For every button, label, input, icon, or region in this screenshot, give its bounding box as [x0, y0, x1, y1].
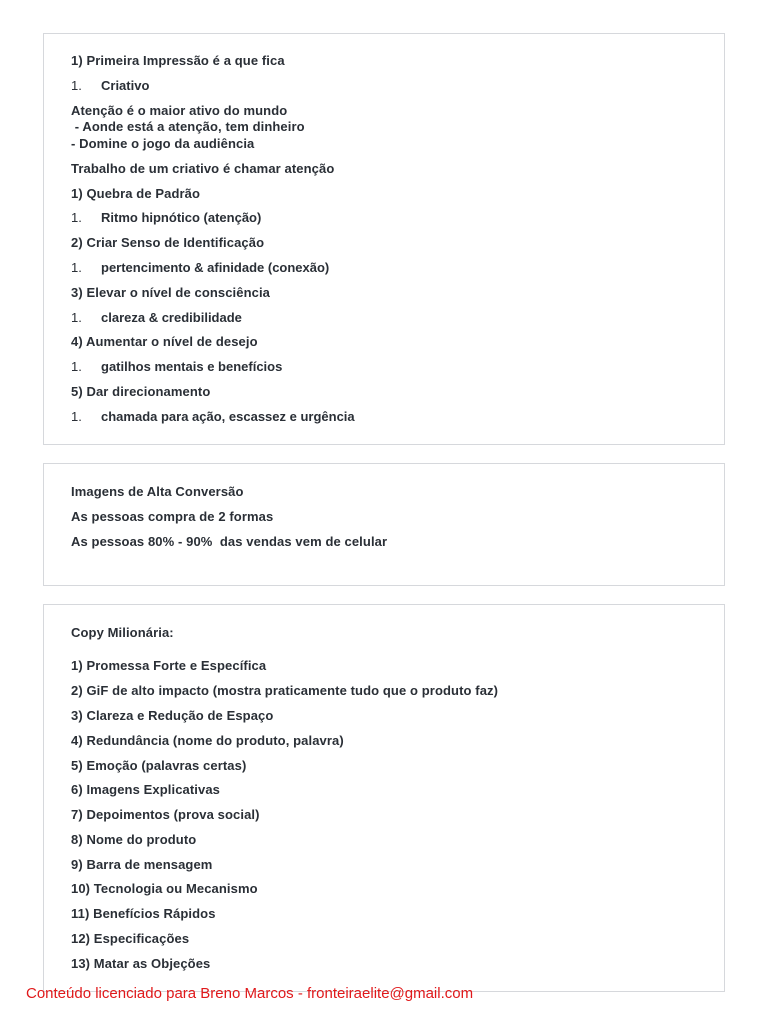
list-item: 4) Redundância (nome do produto, palavra) [71, 733, 344, 748]
list-number: 1. [71, 359, 82, 374]
list-item: 10) Tecnologia ou Mecanismo [71, 881, 258, 896]
list-number: 1. [71, 78, 82, 93]
list-item: 6) Imagens Explicativas [71, 782, 220, 797]
list-item: 11) Benefícios Rápidos [71, 906, 216, 921]
list-item: 3) Clareza e Redução de Espaço [71, 708, 274, 723]
list-number: 1. [71, 210, 82, 225]
heading-primeira-impressao: 1) Primeira Impressão é a que fica [71, 53, 285, 68]
list-item: 13) Matar as Objeções [71, 956, 211, 971]
text-line: Atenção é o maior ativo do mundo [71, 103, 288, 118]
text-line: As pessoas 80% - 90% das vendas vem de celular [71, 534, 388, 549]
list-item: 5) Emoção (palavras certas) [71, 758, 247, 773]
list-text: Ritmo hipnótico (atenção) [101, 210, 262, 225]
text-line: As pessoas compra de 2 formas [71, 509, 274, 524]
card-imagens [43, 463, 725, 586]
list-number: 1. [71, 260, 82, 275]
heading-quebra-padrao: 1) Quebra de Padrão [71, 186, 201, 201]
card-copy-milionaria [43, 604, 725, 992]
list-text: Criativo [101, 78, 150, 93]
list-number: 1. [71, 409, 82, 424]
heading-copy-milionaria: Copy Milionária: [71, 625, 174, 640]
list-item: 1) Promessa Forte e Específica [71, 658, 267, 673]
list-text: chamada para ação, escassez e urgência [101, 409, 355, 424]
list-text: gatilhos mentais e benefícios [101, 359, 283, 374]
list-item: 9) Barra de mensagem [71, 857, 213, 872]
heading-imagens-conversao: Imagens de Alta Conversão [71, 484, 244, 499]
heading-identificacao: 2) Criar Senso de Identificação [71, 235, 265, 250]
list-text: clareza & credibilidade [101, 310, 242, 325]
text-line: - Aonde está a atenção, tem dinheiro [71, 119, 305, 134]
text-line: - Domine o jogo da audiência [71, 136, 255, 151]
list-item: 2) GiF de alto impacto (mostra praticamente tudo que o produto faz) [71, 683, 499, 698]
license-footer: Conteúdo licenciado para Breno Marcos - fronteiraelite@gmail.com [26, 985, 474, 1002]
text-line: Trabalho de um criativo é chamar atenção [71, 161, 335, 176]
list-item: 8) Nome do produto [71, 832, 197, 847]
heading-direcionamento: 5) Dar direcionamento [71, 384, 211, 399]
list-item: 7) Depoimentos (prova social) [71, 807, 260, 822]
list-text: pertencimento & afinidade (conexão) [101, 260, 330, 275]
list-number: 1. [71, 310, 82, 325]
heading-desejo: 4) Aumentar o nível de desejo [71, 334, 258, 349]
list-item: 12) Especificações [71, 931, 190, 946]
heading-consciencia: 3) Elevar o nível de consciência [71, 285, 271, 300]
card-criativo [43, 33, 725, 445]
